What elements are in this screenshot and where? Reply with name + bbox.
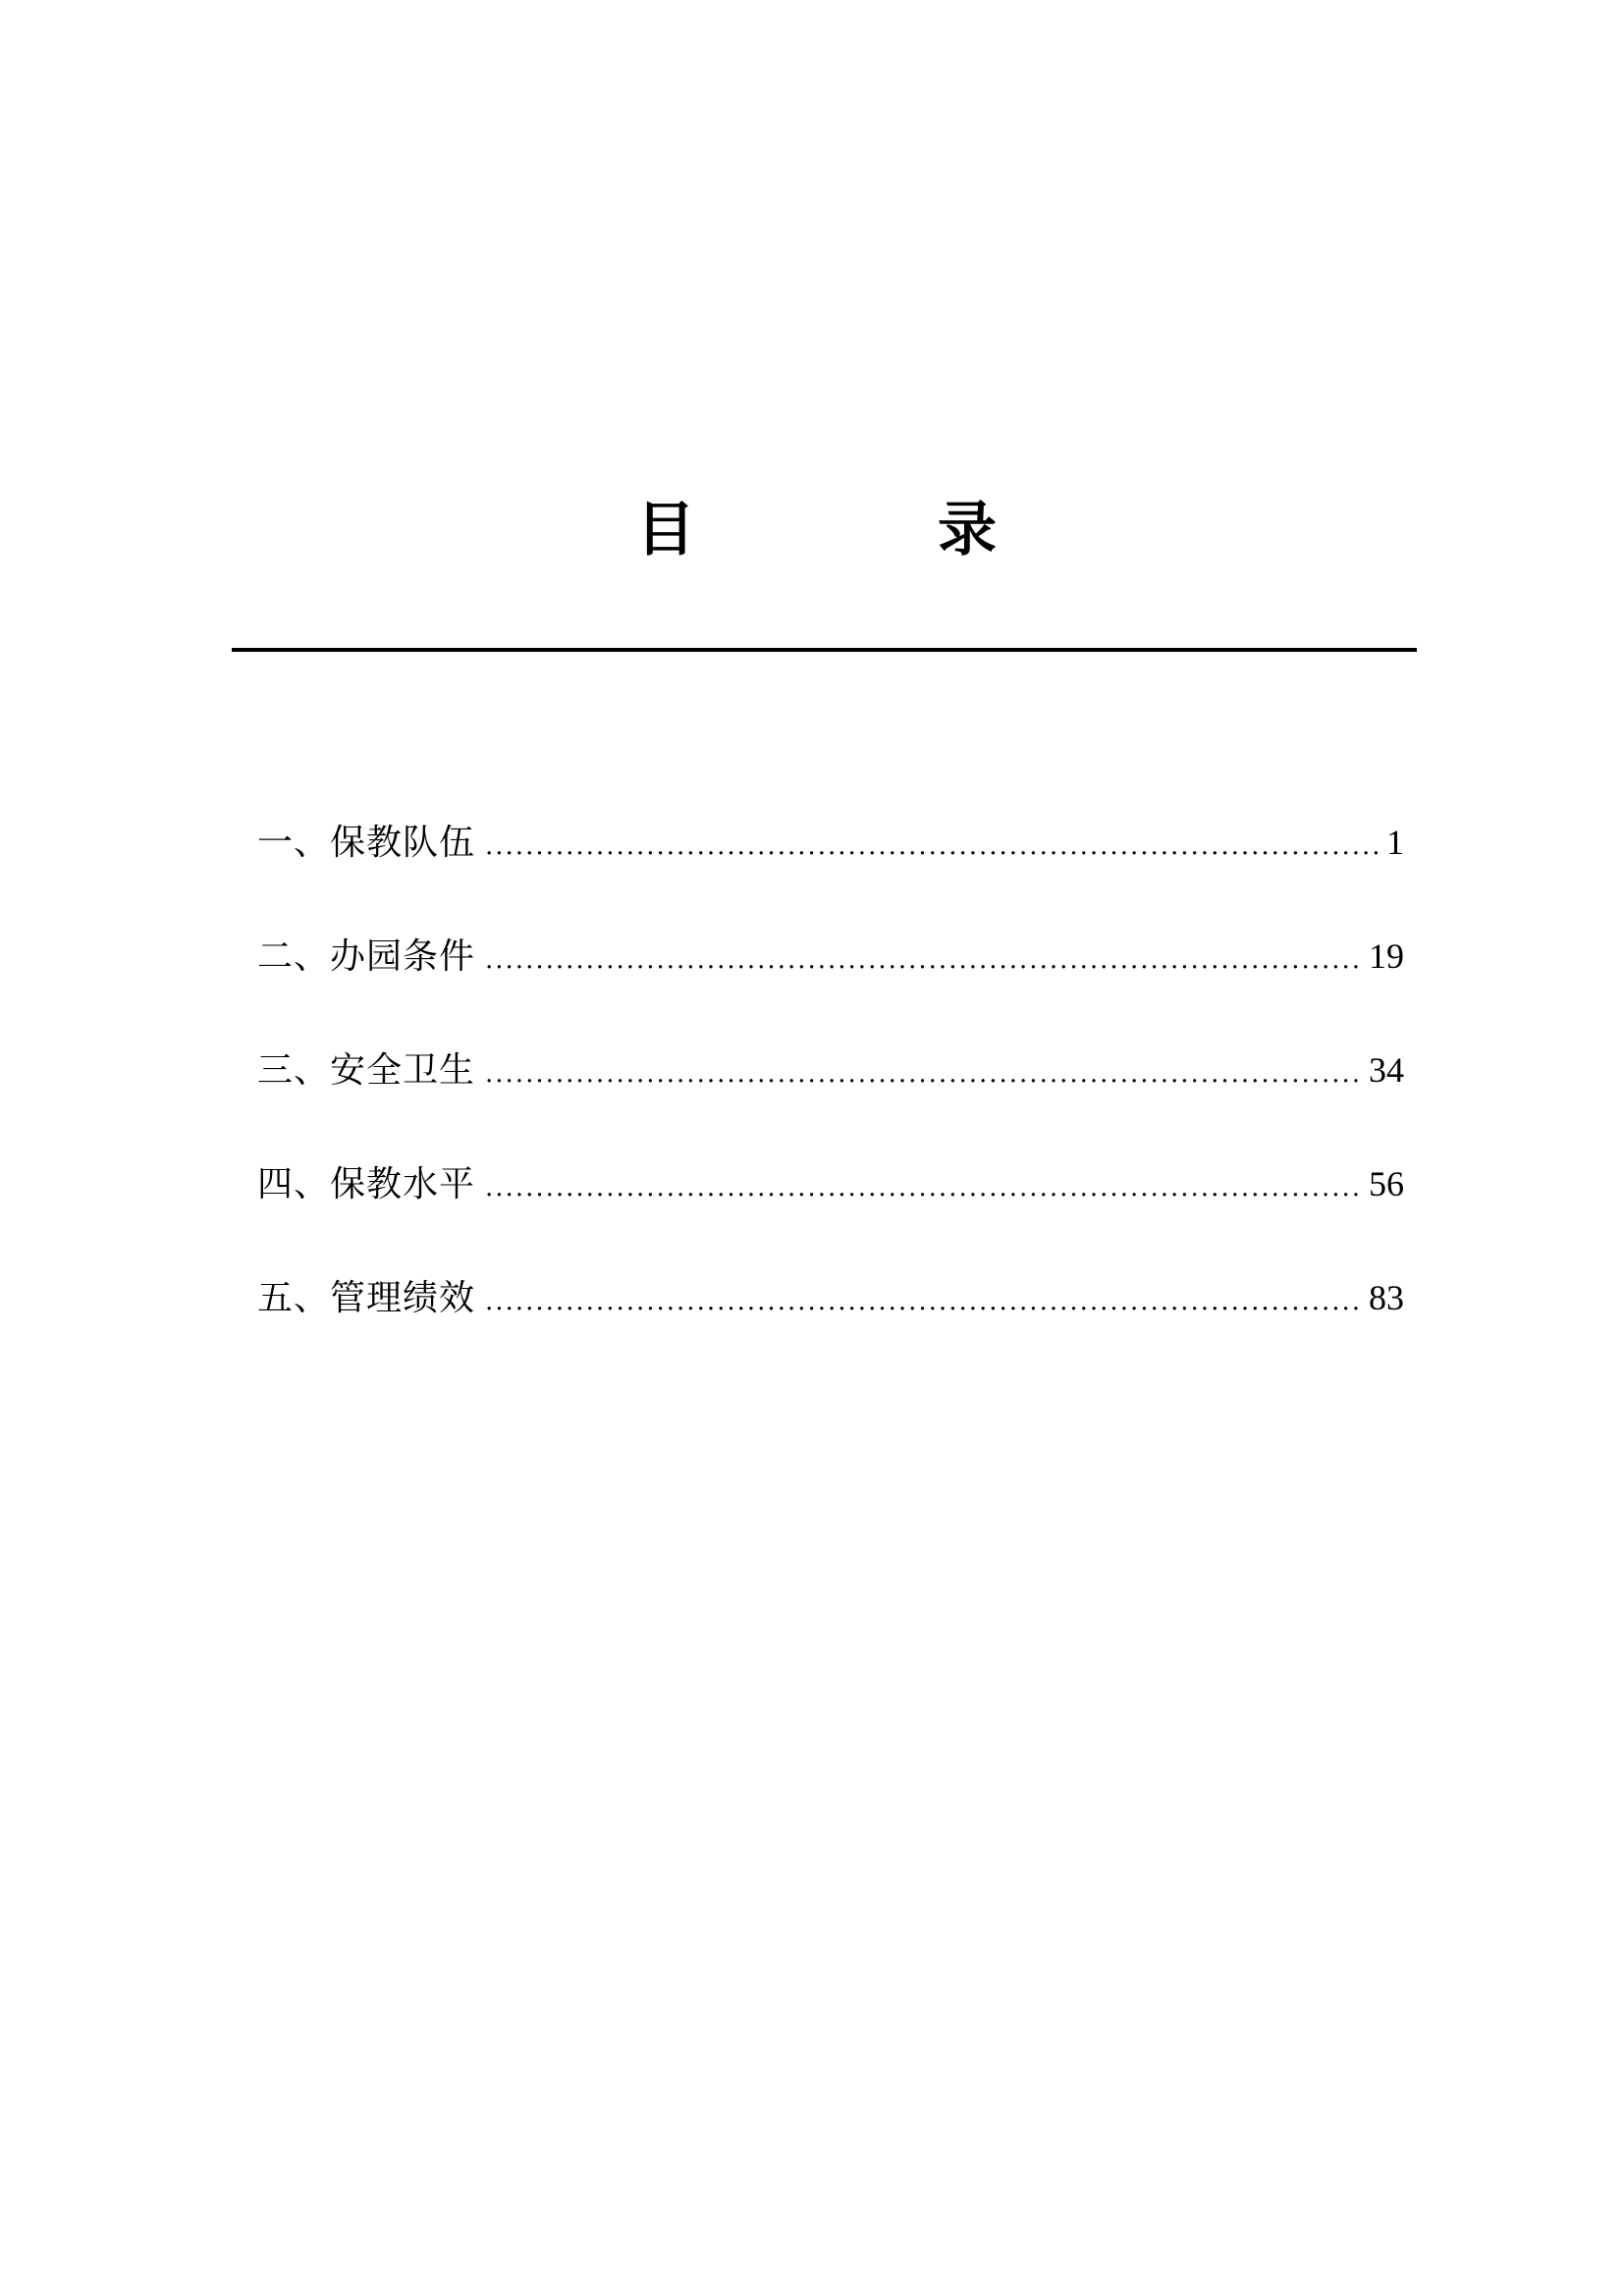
toc-entry-label: 二、办园条件 (257, 936, 476, 977)
toc-list (257, 813, 1404, 1382)
toc-entry[interactable] (257, 813, 1404, 927)
toc-entry[interactable] (257, 927, 1404, 1041)
toc-entry-label: 四、保教水平 (257, 1164, 476, 1204)
dot-leader (485, 817, 1380, 876)
toc-title-char-1: 目 (636, 496, 695, 564)
toc-entry-page-number: 83 (1369, 1278, 1404, 1317)
toc-entry-page-number: 56 (1369, 1164, 1404, 1203)
toc-entry-label: 三、安全卫生 (257, 1050, 476, 1091)
title-divider (232, 648, 1417, 652)
toc-entry-label: 五、管理绩效 (257, 1278, 476, 1318)
dot-leader (485, 1158, 1363, 1217)
toc-entry-page-number: 34 (1369, 1050, 1404, 1090)
toc-entry[interactable] (257, 1154, 1404, 1268)
toc-entry-label: 一、保教队伍 (257, 823, 476, 863)
toc-entry[interactable] (257, 1041, 1404, 1154)
toc-title-char-2: 录 (938, 496, 997, 564)
toc-entry[interactable] (257, 1268, 1404, 1382)
dot-leader (485, 931, 1363, 989)
toc-entry-page-number: 19 (1369, 936, 1404, 976)
dot-leader (485, 1272, 1363, 1331)
toc-title (0, 491, 1624, 569)
dot-leader (485, 1044, 1363, 1103)
toc-entry-page-number: 1 (1386, 823, 1404, 862)
